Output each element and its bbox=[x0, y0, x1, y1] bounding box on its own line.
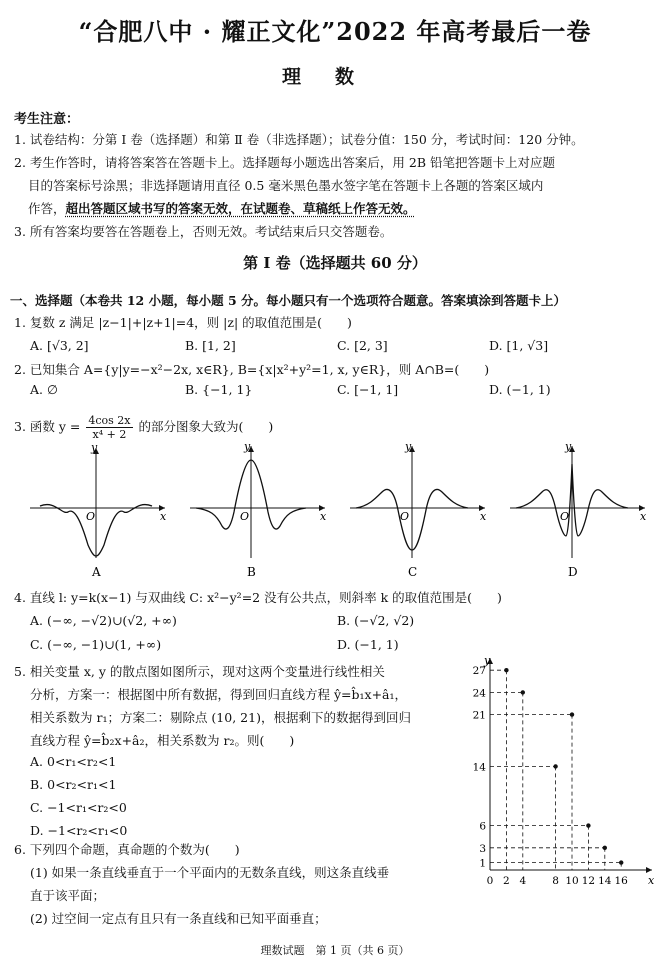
q1-option-b: B. [1, 2] bbox=[185, 338, 236, 353]
data-point-6 bbox=[619, 860, 623, 864]
graph-b bbox=[190, 440, 327, 579]
notice-line-2: 2. 考生作答时，请将答案答在答题卡上。选择题每小题选出答案后，用 2B 铅笔把答题卡上对应题 bbox=[14, 155, 555, 170]
q5-line-1: 5. 相关变量 x, y 的散点图如图所示，现对这两个变量进行线性相关 bbox=[14, 664, 385, 679]
subject-title: 理数 bbox=[281, 66, 388, 88]
q3-stem-suffix: 的部分图象大致为( ) bbox=[138, 419, 274, 434]
notice-line-1: 1. 试卷结构：分第 Ⅰ 卷（选择题）和第 Ⅱ 卷（非选择题）；试卷分值：150 分，考试时间：120 分钟。 bbox=[14, 132, 584, 147]
q6-line-2: (1) 如果一条直线垂直于一个平面内的无数条直线，则这条直线垂 bbox=[30, 865, 390, 880]
exam-title: “合肥八中 · 耀正文化”2022 年高考最后一卷 bbox=[78, 17, 592, 46]
y-tick-27: 27 bbox=[472, 665, 486, 678]
data-point-0 bbox=[504, 668, 508, 672]
scatter-chart bbox=[470, 650, 665, 890]
graph-b-x-label: x bbox=[320, 510, 327, 523]
graph-c-origin: O bbox=[400, 510, 410, 523]
notice-line-2c bbox=[28, 199, 416, 217]
x-tick-2: 2 bbox=[503, 875, 510, 887]
notice-emphasis: 超出答题区域书写的答案无效，在试题卷、草稿纸上作答无效。 bbox=[65, 201, 416, 216]
page-footer: 理数试题 第 1 页（共 6 页） bbox=[260, 944, 410, 957]
notice-heading: 考生注意： bbox=[14, 112, 80, 127]
scatter-y-label: y bbox=[484, 654, 491, 667]
q4-option-c: C. (−∞, −1)∪(1, +∞) bbox=[30, 637, 162, 652]
scatter-x-label: x bbox=[648, 874, 655, 887]
q4-option-a: A. (−∞, −√2)∪(√2, +∞) bbox=[30, 613, 177, 628]
x-tick-8: 8 bbox=[552, 875, 559, 887]
q6-line-4: (2) 过空间一定点有且只有一条直线和已知平面垂直； bbox=[30, 911, 327, 926]
graph-c-y-label: y bbox=[405, 440, 412, 453]
graph-d-x-label: x bbox=[640, 510, 647, 523]
graph-d-label: D bbox=[568, 565, 578, 579]
graph-b-label: B bbox=[247, 565, 256, 579]
y-tick-3: 3 bbox=[479, 842, 486, 855]
notice-line-3: 3. 所有答案均要答在答题卷上，否则无效。考试结束后只交答题卷。 bbox=[14, 224, 393, 239]
x-tick-0: 0 bbox=[486, 875, 494, 887]
y-tick-6: 6 bbox=[479, 820, 486, 833]
q5-option-a: A. 0<r₁<r₂<1 bbox=[30, 754, 117, 769]
q4-option-b: B. (−√2, √2) bbox=[337, 613, 415, 628]
scatter-x-arrow bbox=[646, 867, 652, 873]
q1-stem: 1. 复数 z 满足 |z−1|+|z+1|=4，则 |z| 的取值范围是( ) bbox=[14, 315, 352, 330]
q5-line-2: 分析，方案一：根据图中所有数据，得到回归直线方程 ŷ=b̂₁x+â₁， bbox=[30, 687, 408, 702]
graph-a bbox=[30, 441, 167, 579]
y-tick-24: 24 bbox=[472, 687, 486, 700]
x-tick-16: 16 bbox=[614, 875, 628, 887]
q5-option-c: C. −1<r₁<r₂<0 bbox=[30, 800, 127, 815]
q4-option-d: D. (−1, 1) bbox=[337, 637, 399, 652]
graph-d-y-label: y bbox=[565, 440, 572, 453]
y-tick-21: 21 bbox=[472, 709, 486, 722]
q5-line-3: 相关系数为 r₁；方案二：剔除点 (10, 21)，根据剩下的数据得到回归 bbox=[30, 710, 411, 725]
section1-heading: 一、选择题（本卷共 12 小题，每小题 5 分。每小题只有一个选项符合题意。答案填涂到答题卡上） bbox=[10, 293, 567, 308]
q5-option-b: B. 0<r₂<r₁<1 bbox=[30, 777, 117, 792]
y-tick-14: 14 bbox=[472, 761, 486, 774]
graph-c-x-label: x bbox=[480, 510, 487, 523]
q6-line-1: 6. 下列四个命题，真命题的个数为( ) bbox=[14, 842, 240, 857]
graph-d-origin: O bbox=[560, 510, 570, 523]
q2-stem: 2. 已知集合 A={y|y=−x²−2x, x∈R}, B={x|x²+y²=1, x, y∈R}，则 A∩B=( ) bbox=[14, 362, 490, 377]
q5-option-d: D. −1<r₂<r₁<0 bbox=[30, 823, 128, 838]
graph-d bbox=[510, 440, 647, 579]
y-tick-1: 1 bbox=[479, 857, 486, 870]
q2-option-c: C. [−1, 1] bbox=[337, 382, 399, 397]
q1-option-c: C. [2, 3] bbox=[337, 338, 388, 353]
graph-a-label: A bbox=[92, 565, 101, 579]
graph-b-y-label: y bbox=[244, 440, 251, 453]
x-tick-12: 12 bbox=[581, 875, 596, 887]
q3-stem bbox=[14, 414, 273, 441]
notice-line-2c-prefix: 作答， bbox=[28, 201, 66, 216]
data-point-5 bbox=[603, 846, 607, 850]
data-point-2 bbox=[553, 764, 557, 768]
q3-stem-prefix: 3. 函数 y = bbox=[14, 419, 81, 434]
q1-option-a: A. [√3, 2] bbox=[30, 338, 89, 353]
q3-graphs bbox=[0, 440, 670, 590]
graph-b-origin: O bbox=[240, 510, 250, 523]
q3-fraction bbox=[86, 414, 132, 441]
notice-line-2b: 目的答案标号涂黑；非选择题请用直径 0.5 毫米黑色墨水签字笔在答题卡上各题的答案区域内 bbox=[28, 178, 544, 193]
x-tick-10: 10 bbox=[565, 875, 579, 887]
q3-denominator: x⁴ + 2 bbox=[92, 428, 127, 441]
graph-a-x-label: x bbox=[160, 510, 167, 523]
q2-option-d: D. (−1, 1) bbox=[489, 382, 551, 397]
graph-c bbox=[350, 440, 487, 579]
q5-line-4: 直线方程 ŷ=b̂₂x+â₂，相关系数为 r₂。则( ) bbox=[30, 733, 295, 748]
graph-a-origin: O bbox=[86, 510, 96, 523]
x-tick-14: 14 bbox=[598, 875, 612, 887]
q3-numerator: 4cos 2x bbox=[88, 414, 131, 427]
graph-c-label: C bbox=[408, 565, 418, 579]
data-point-3 bbox=[570, 712, 574, 716]
q4-stem: 4. 直线 l: y=k(x−1) 与双曲线 C: x²−y²=2 没有公共点，则斜率 k 的取值范围是( ) bbox=[14, 590, 502, 605]
x-tick-4: 4 bbox=[519, 875, 527, 887]
data-point-1 bbox=[521, 690, 525, 694]
data-point-4 bbox=[586, 823, 590, 827]
q1-option-d: D. [1, √3] bbox=[489, 338, 549, 353]
q2-option-a: A. ∅ bbox=[30, 382, 58, 397]
q6-line-3: 直于该平面； bbox=[30, 888, 106, 903]
scatter-marks bbox=[473, 665, 629, 887]
graph-a-y-label: y bbox=[91, 441, 98, 454]
q2-option-b: B. {−1, 1} bbox=[185, 382, 253, 397]
part1-title: 第 Ⅰ 卷（选择题共 60 分） bbox=[243, 254, 427, 272]
